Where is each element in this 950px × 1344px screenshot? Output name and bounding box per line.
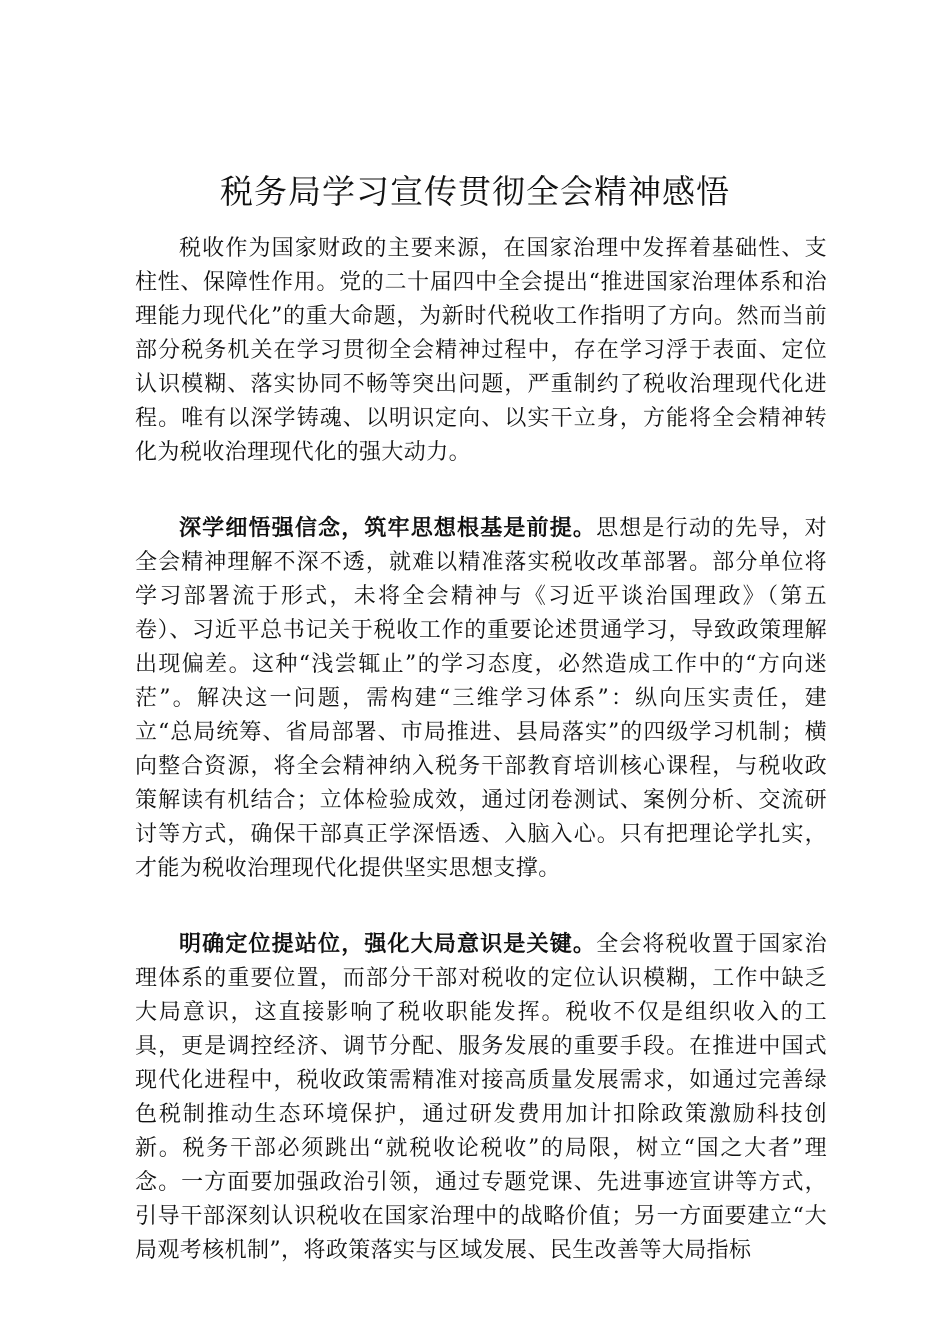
paragraph-positioning — [135, 927, 827, 1268]
paragraph-text: 思想是行动的先导，对全会精神理解不深不透，就难以精准落实税收改革部署。部分单位将学习部署流于形式，未将全会精神与《习近平谈治国理政》（第五卷）、习近平总书记关于税收工作的重要论述贯通学习，导致政策理解出现偏差。这种“浅尝辄止”的学习态度，必然造成工作中的“方向迷茫”。解决这一问题，需构建“三维学习体系”：纵向压实责任，建立“总局统筹、省局部署、市局推进、县局落实”的四级学习机制；横向整合资源，将全会精神纳入税务干部教育培训核心课程，与税收政策解读有机结合；立体检验成效，通过闭卷测试、案例分析、交流研讨等方式，确保干部真正学深悟透、入脑入心。只有把理论学扎实，才能为税收治理现代化提供坚实思想支撑。 — [135, 516, 827, 881]
paragraph-text: 全会将税收置于国家治理体系的重要位置，而部分干部对税收的定位认识模糊，工作中缺乏大局意识，这直接影响了税收职能发挥。税收不仅是组织收入的工具，更是调控经济、调节分配、服务发展的重要手段。在推进中国式现代化进程中，税收政策需精准对接高质量发展需求，如通过完善绿色税制推动生态环境保护，通过研发费用加计扣除政策激励科技创新。税务干部必须跳出“就税收论税收”的局限，树立“国之大者”理念。一方面要加强政治引领，通过专题党课、先进事迹宣讲等方式，引导干部深刻认识税收在国家治理中的战略价值；另一方面要建立“大局观考核机制”，将政策落实与区域发展、民生改善等大局指标 — [135, 932, 827, 1263]
document-body — [135, 232, 827, 1309]
document-title: 税务局学习宣传贯彻全会精神感悟 — [220, 172, 730, 211]
paragraph-text: 税收作为国家财政的主要来源，在国家治理中发挥着基础性、支柱性、保障性作用。党的二十届四中全会提出“推进国家治理体系和治理能力现代化”的重大命题，为新时代税收工作指明了方向。然而当前部分税务机关在学习贯彻全会精神过程中，存在学习浮于表面、定位认识模糊、落实协同不畅等突出问题，严重制约了税收治理现代化进程。唯有以深学铸魂、以明识定向、以实干立身，方能将全会精神转化为税收治理现代化的强大动力。 — [135, 236, 827, 465]
paragraph-intro — [135, 232, 827, 470]
paragraph-theory-study — [135, 511, 827, 886]
paragraph-lead-heading: 深学细悟强信念，筑牢思想根基是前提。 — [179, 515, 597, 541]
paragraph-lead-heading: 明确定位提站位，强化大局意识是关键。 — [179, 931, 597, 957]
